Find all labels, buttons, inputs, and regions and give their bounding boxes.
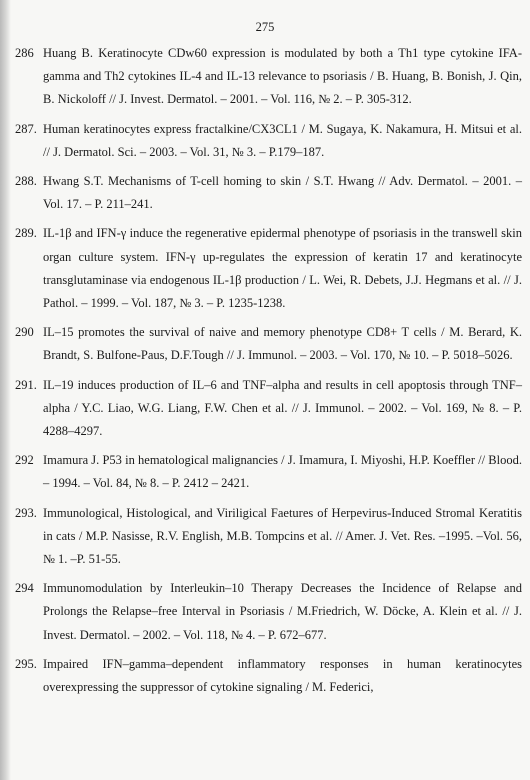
reference-item — [15, 170, 522, 216]
reference-text: IL–19 induces production of IL–6 and TNF–alpha and results in cell apoptosis through TNF–alpha / Y.C. Liao, W.G. Liang, F.W. Chen et al. // J. Immunol. – 2002. – Vol. 169, № 8. – P. 4288–4297. — [43, 377, 522, 439]
reference-item — [15, 118, 522, 164]
reference-text: Hwang S.T. Mechanisms of T-cell homing to skin / S.T. Hwang // Adv. Dermatol. – 2001. – Vol. 17. – P. 211–241. — [43, 174, 522, 212]
reference-number: 293. — [15, 505, 37, 520]
reference-number: 289. — [15, 226, 37, 241]
reference-item — [15, 502, 522, 572]
reference-number: 290 — [15, 325, 34, 340]
reference-item — [15, 449, 522, 495]
reference-text: Huang B. Keratinocyte CDw60 expression is modulated by both a Th1 type cytokine IFA-gamma and Th2 cytokines IL-4 and IL-13 relevance to psoriasis / B. Huang, B. Bonish, J. Qin, B. Nickoloff // J. Invest. Dermatol. – 2001. – Vol. 116, № 2. – P. 305-312. — [43, 46, 522, 107]
reference-number: 286 — [15, 46, 34, 60]
reference-item — [15, 321, 522, 367]
page-number: 275 — [255, 20, 275, 34]
reference-text: IL–15 promotes the survival of naive and memory phenotype CD8+ T cells / M. Berard, K. Brandt, S. Bulfone-Paus, D.F.Tough // J. Immunol. – 2003. – Vol. 170, № 10. – P. 5018–5026. — [43, 325, 522, 363]
reference-text: Immunomodulation by Interleukin–10 Therapy Decreases the Incidence of Relapse and Prolongs the Relapse–free Interval in Psoriasis / M.Friedrich, W. Döcke, A. Klein et al. // J. Invest. Dermatol. – 2002. – Vol. 118, № 4. – P. 672–677. — [43, 581, 522, 642]
reference-text: Imamura J. P53 in hematological malignancies / J. Imamura, I. Miyoshi, H.P. Koeffler // Blood. – 1994. – Vol. 84, № 8. – P. 2412 – 2421. — [43, 453, 522, 491]
reference-number: 291. — [15, 377, 37, 392]
binding-shadow — [0, 0, 11, 780]
reference-item — [15, 653, 522, 699]
reference-text: Impaired IFN–gamma–dependent inflammatory responses in human keratinocytes overexpressing the suppressor of cytokine signaling / M. Federici, — [43, 656, 522, 695]
reference-item — [15, 577, 522, 647]
reference-text: IL-1β and IFN-γ induce the regenerative epidermal phenotype of psoriasis in the transwell skin organ culture system. IFN-γ up-regulates the expression of keratin 17 and keratinocyte transglutaminase via endogenous IL-1β production / L. Wei, R. Debets, J.J. Hegmans et al. // J. Pathol. – 1999. – Vol. 187, № 3. – P. 1235-1238. — [43, 226, 522, 311]
reference-number: 295. — [15, 656, 37, 671]
reference-item — [15, 222, 522, 315]
reference-number: 294 — [15, 581, 34, 596]
reference-text: Human keratinocytes express fractalkine/CX3CL1 / M. Sugaya, K. Nakamura, H. Mitsui et al. // J. Dermatol. Sci. – 2003. – Vol. 31, № 3. – P.179–187. — [43, 121, 522, 159]
reference-item — [15, 42, 522, 112]
reference-number: 288. — [15, 174, 37, 189]
reference-list — [15, 42, 522, 705]
reference-number: 292 — [15, 453, 34, 468]
reference-text: Immunological, Histological, and Viriligical Faetures of Herpevirus-Induced Stromal Keratitis in cats / M.P. Nasisse, R.V. English, M.B. Tompcins et al. // Amer. J. Vet. Res. –1995. –Vol. 56, № 1. –P. 51-55. — [43, 505, 522, 567]
reference-number: 287. — [15, 121, 37, 136]
reference-item — [15, 374, 522, 444]
